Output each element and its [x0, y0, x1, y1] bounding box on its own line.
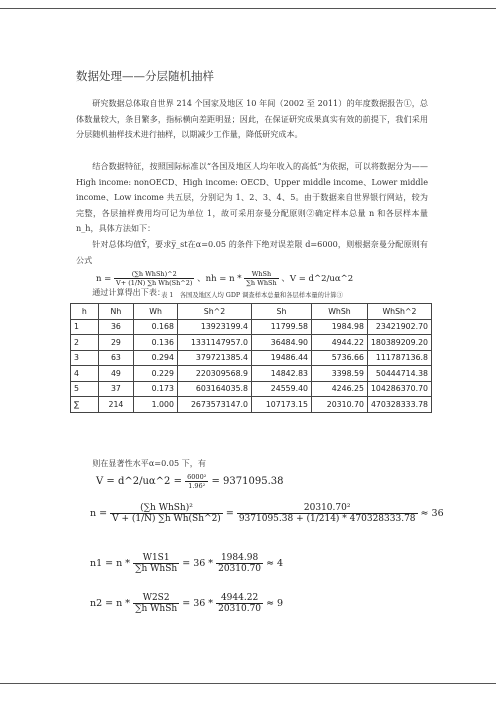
cell-whsh2: 50444714.38	[367, 366, 431, 382]
n1-numerator: W1S1	[133, 553, 179, 564]
cell-sh2: 2673573147.0	[177, 397, 251, 413]
v-lhs: V = d^2/uα^2 =	[96, 476, 182, 487]
v-definition: 、V = d^2/uα^2	[281, 274, 354, 284]
nh-numerator: WhSh	[244, 270, 278, 279]
table-row	[71, 381, 432, 397]
cell-h: ∑	[71, 397, 99, 413]
table-row	[71, 319, 432, 335]
n1-calculation	[90, 553, 283, 574]
paragraph-strata: 结合数据特征，按照国际标准以“各国及地区人均年收入的高低”为依据，可以将数据分为——High income: nonOECD、High income: OECD、Upper middle income、Lower middle income、Low income 共五层，分别记为 1、2、3、4、5。由于数据来自世界银行网站，较为完整，各层抽样费用均可记为单位 1，故可采用奈曼分配原则②确定样本总量 n 和各层样本量n_h，具体方法如下：	[76, 161, 428, 234]
col-h: h	[71, 304, 99, 320]
cell-sh2: 1331147957.0	[177, 335, 251, 351]
n-calc-denominator-values: 9371095.38 + (1/214) * 470328333.78	[238, 514, 416, 524]
col-wh: Wh	[134, 304, 178, 320]
n2-result: ≈ 9	[266, 598, 284, 609]
cell-whsh: 3398.59	[311, 366, 367, 382]
v-fraction	[185, 473, 208, 490]
n2-denominator: ∑h WhSh	[135, 604, 178, 614]
n-calc-fraction	[110, 503, 223, 524]
n-calc-result: ≈ 36	[420, 508, 444, 519]
n1-denominator: ∑h WhSh	[135, 564, 178, 574]
cell-h: 2	[71, 335, 99, 351]
cell-sh: 107173.15	[252, 397, 312, 413]
cell-whsh: 5736.66	[311, 350, 367, 366]
n1-denominator-values: 20310.70	[218, 564, 262, 574]
table-header-row	[71, 304, 432, 320]
table-row	[71, 335, 432, 351]
n2-denominator-values: 20310.70	[218, 604, 262, 614]
cell-wh: 0.168	[134, 319, 178, 335]
cell-h: 4	[71, 366, 99, 382]
cell-nh: 36	[98, 319, 134, 335]
cell-sh2: 220309568.9	[177, 366, 251, 382]
n-lhs: n =	[96, 274, 112, 284]
cell-nh: 63	[98, 350, 134, 366]
cell-whsh: 4944.22	[311, 335, 367, 351]
cell-whsh2: 470328333.78	[367, 397, 431, 413]
nh-denominator: ∑h WhSh	[246, 279, 277, 287]
n1-numerator-values: 1984.98	[216, 553, 263, 564]
cell-whsh: 20310.70	[311, 397, 367, 413]
cell-nh: 214	[98, 397, 134, 413]
n-calc-lhs: n =	[90, 508, 108, 519]
cell-sh: 36484.90	[252, 335, 312, 351]
cell-wh: 0.136	[134, 335, 178, 351]
n2-numerator: W2S2	[133, 593, 179, 604]
cell-h: 5	[71, 381, 99, 397]
cell-wh: 0.229	[134, 366, 178, 382]
col-sh: Sh	[252, 304, 312, 320]
cell-sh2: 13923199.4	[177, 319, 251, 335]
col-sh2: Sh^2	[177, 304, 251, 320]
n2-fraction-values	[216, 593, 263, 614]
cell-nh: 37	[98, 381, 134, 397]
paragraph-neyman: 针对总体均值Ȳ，要求y̅_st在α=0.05 的条件下绝对误差限 d=6000，则根据奈曼分配原则有公式	[76, 239, 428, 265]
v-denominator: 1.96²	[188, 482, 206, 490]
bottom-rule	[0, 683, 496, 684]
v-numerator: 6000²	[187, 473, 207, 481]
n1-fraction-values	[216, 553, 263, 574]
n2-numerator-values: 4944.22	[216, 593, 263, 604]
paragraph-intro: 研究数据总体取自世界 214 个国家及地区 10 年间（2002 至 2011）的年度数据报告①，总体数量较大，条目繁多，指标横向差距明显；因此，在保证研究成果真实有效的前提下，我们采用分层随机抽样技术进行抽样，以期减少工作量，降低研究成本。	[76, 98, 428, 140]
n-calc-fraction-values	[237, 503, 418, 524]
nh-lhs: 、nh = n *	[197, 274, 242, 284]
n-calc-numerator: (∑h WhSh)²	[110, 503, 223, 514]
significance-text: 则在显著性水平α=0.05 下，有	[92, 458, 206, 468]
v-result: = 9371095.38	[211, 476, 284, 487]
col-whsh: WhSh	[311, 304, 367, 320]
cell-sh2: 379721385.4	[177, 350, 251, 366]
cell-wh: 0.294	[134, 350, 178, 366]
cell-h: 1	[71, 319, 99, 335]
n2-fraction	[133, 593, 179, 614]
n1-lhs: n1 = n *	[90, 558, 131, 569]
cell-whsh2: 23421902.70	[367, 319, 431, 335]
cell-whsh: 4246.25	[311, 381, 367, 397]
cell-whsh2: 180389209.20	[367, 335, 431, 351]
cell-sh: 24559.40	[252, 381, 312, 397]
n-numerator: (∑h WhSh)^2	[114, 270, 194, 279]
cell-wh: 0.173	[134, 381, 178, 397]
page-title: 数据处理——分层随机抽样	[76, 69, 214, 83]
table-row	[71, 366, 432, 382]
cell-sh2: 603164035.8	[177, 381, 251, 397]
cell-nh: 29	[98, 335, 134, 351]
col-nh: Nh	[98, 304, 134, 320]
v-calculation	[96, 473, 284, 490]
table-row	[71, 350, 432, 366]
cell-sh: 11799.58	[252, 319, 312, 335]
cell-whsh: 1984.98	[311, 319, 367, 335]
cell-h: 3	[71, 350, 99, 366]
n-calc-denominator: V + (1/N) ∑h Wh(Sh^2)	[112, 514, 221, 524]
n-calculation: n = $\frac{\text{(∑h WhSh)²}}{\text{V + (1/N) ∑h Wh(Sh\textasciicircum{}2)}}$ = $\frac{\text{20310.70²}}{9371095.38 + (1/214) * 470328333.78}$ ≈ 36	[90, 503, 444, 524]
table-caption: 表 1 各国及地区人均 GDP 调查样本总量和各层样本量的计算③	[161, 292, 343, 299]
cell-whsh2: 104286370.70	[367, 381, 431, 397]
table-total-row	[71, 397, 432, 413]
col-whsh2: WhSh^2	[367, 304, 431, 320]
n2-mid: = 36 *	[182, 598, 214, 609]
n-calc-numerator-values: 20310.70²	[237, 503, 418, 514]
n1-mid: = 36 *	[182, 558, 214, 569]
stratum-table	[70, 303, 432, 413]
cell-wh: 1.000	[134, 397, 178, 413]
table-intro: 通过计算得出下表：	[92, 287, 166, 297]
top-rule	[0, 8, 496, 9]
cell-nh: 49	[98, 366, 134, 382]
n2-lhs: n2 = n *	[90, 598, 131, 609]
n1-result: ≈ 4	[266, 558, 284, 569]
n1-fraction	[133, 553, 179, 574]
n-denominator: V+ (1/N) ∑h Wh(Sh^2)	[116, 279, 193, 287]
n2-calculation	[90, 593, 283, 614]
cell-sh: 19486.44	[252, 350, 312, 366]
cell-sh: 14842.83	[252, 366, 312, 382]
cell-whsh2: 111787136.8	[367, 350, 431, 366]
